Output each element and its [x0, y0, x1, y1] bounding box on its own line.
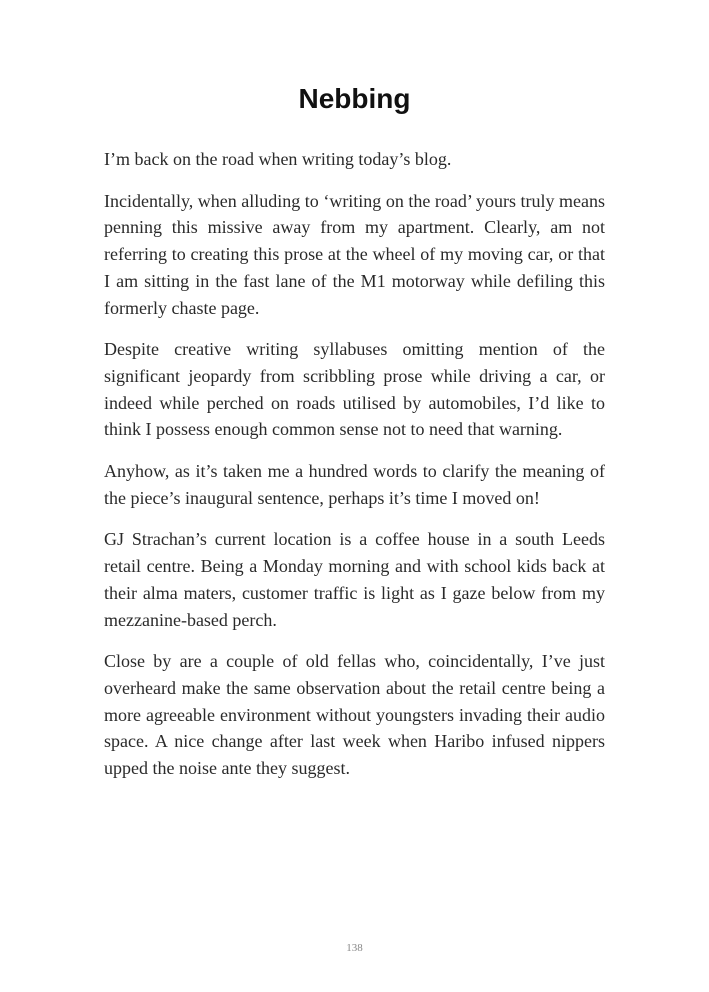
paragraph: Despite creative writing syllabuses omitting mention of the significant jeopardy from scribbling prose while driving a car, or indeed while perched on roads utilised by automobiles, I’d like to think I possess enough common sense not to need that warning. — [104, 339, 605, 440]
page-number: 138 — [346, 942, 363, 954]
paragraph: I’m back on the road when writing today’s blog. — [104, 149, 452, 169]
paragraph: Close by are a couple of old fellas who, coincidentally, I’ve just overheard make the same observation about the retail centre being a more agreeable environment without youngsters invading their audio space. A nice change after last week when Haribo infused nippers upped the noise ante they suggest. — [104, 651, 605, 779]
paragraph: Incidentally, when alluding to ‘writing on the road’ yours truly means penning this missive away from my apartment. Clearly, am not referring to creating this prose at the wheel of my moving car, or that I am sitting in the fast lane of the M1 motorway while defiling this formerly chaste page. — [104, 190, 605, 318]
chapter-title: Nebbing — [298, 83, 411, 114]
chapter-body — [104, 146, 605, 797]
paragraph: Anyhow, as it’s taken me a hundred words to clarify the meaning of the piece’s inaugural sentence, perhaps it’s time I moved on! — [104, 461, 605, 508]
paragraph: GJ Strachan’s current location is a coffee house in a south Leeds retail centre. Being a Monday morning and with school kids back at their alma maters, customer traffic is light as I gaze below from my mezzanine-based perch. — [104, 529, 605, 630]
